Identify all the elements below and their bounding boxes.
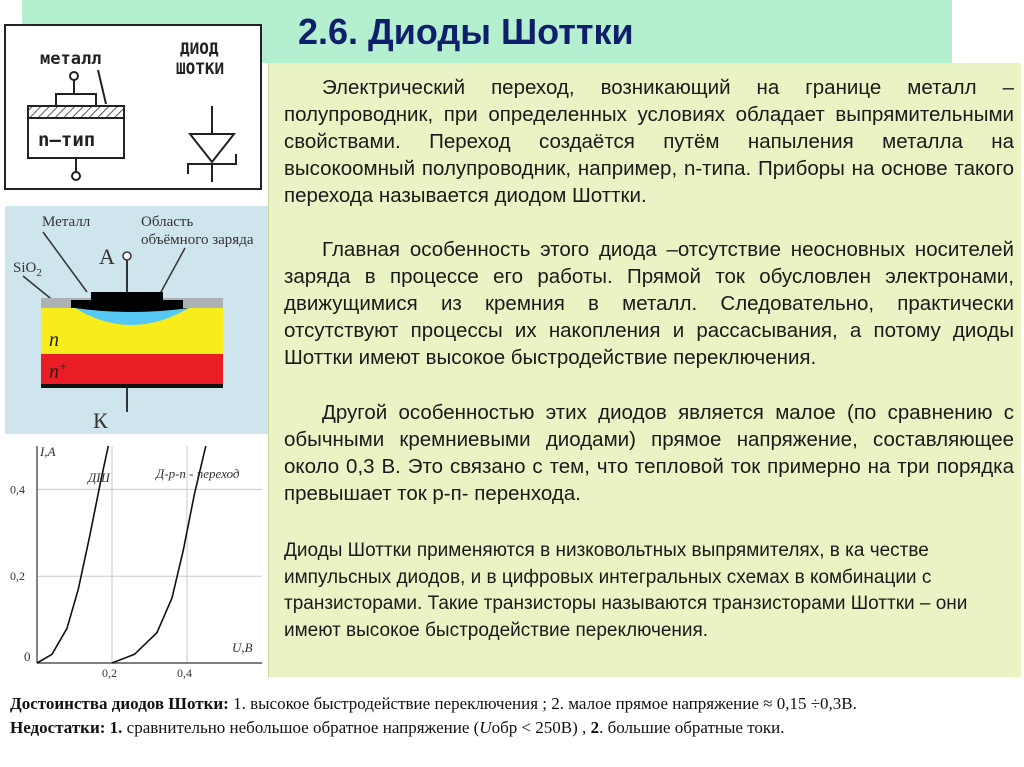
diode-label-1: ДИОД	[180, 39, 219, 58]
drawbacks-num: 2	[590, 718, 600, 737]
region-label-2: объёмного заряда	[141, 232, 254, 248]
sio2-label: SiO$_2$	[13, 260, 42, 279]
anode-terminal	[123, 252, 131, 260]
diode-cross-section-figure	[5, 206, 268, 434]
diode-label-2: ШОТКИ	[176, 59, 225, 78]
drawbacks-text-3: . большие обратные токи.	[599, 718, 785, 737]
page-title: 2.6. Диоды Шоттки	[298, 11, 634, 52]
drawbacks-text-1: сравнительно небольшое обратное напряжение (	[122, 718, 480, 737]
n-label: n	[49, 329, 59, 351]
iv-chart	[6, 438, 268, 683]
n-plus-layer	[41, 354, 223, 384]
paragraph-intro: Электрический переход, возникающий на границе металл – полупроводник, при определенных условиях обладает выпрямительными свойствами. Переход создаётся путём напыления металла на высокоомный полупроводник, например, n-типа. Приборы на основе такого перехода называется диодом Шоттки.	[284, 76, 1014, 207]
cathode-label: К	[93, 408, 108, 433]
y-axis-label: I,A	[40, 444, 56, 459]
series-label-pn: Д-p-n - переход	[156, 466, 240, 481]
drawbacks-line	[10, 718, 785, 738]
metal-label: металл	[40, 49, 102, 69]
n-plus-label: n+	[49, 359, 68, 383]
advantages-label: Достоинства диодов Шотки:	[10, 694, 229, 713]
paragraph-forward-voltage: Другой особенностью этих диодов является малое (по сравнению с обычными кремниевыми диодами) прямое напряжение, составляющее около 0,3 В. Это связано с тем, что тепловой ток примерно на три порядка превышает ток р-п- перенхода.	[284, 401, 1014, 505]
origin-label: 0	[24, 649, 31, 664]
paragraph-applications: Диоды Шоттки применяются в низковольтных выпрямителях, в ка честве импульсных диодов, и в цифровых интегральных схемах в комбинации с транзисторами. Такие транзисторы называются транзисторами Шоттки – они имеют высокое быстродействие переключения.	[284, 540, 968, 641]
n-type-label: n–тип	[38, 129, 96, 151]
anode-label: А	[99, 244, 115, 269]
advantages-line	[10, 694, 857, 714]
advantages-text: 1. высокое быстродействие переключения ; 2. малое прямое напряжение ≈ 0,15 ÷0,3В.	[228, 694, 857, 713]
bottom-contact	[41, 384, 223, 388]
drawbacks-u: U	[479, 718, 492, 737]
schottky-schematic-figure	[4, 24, 262, 190]
drawbacks-label: Недостатки: 1.	[10, 718, 123, 737]
y-tick-label: 0,4	[10, 482, 25, 497]
oxide-layer	[28, 106, 124, 118]
x-tick-label: 0,2	[102, 666, 117, 680]
series-label-schottky: ДШ	[88, 470, 110, 485]
x-tick-label: 0,4	[177, 666, 192, 680]
y-tick-label: 0,2	[10, 569, 25, 584]
paragraph-main-feature: Главная особенность этого диода –отсутствие неосновных носителей заряда в процессе его работы. Прямой ток обусловлен электронами, движущимися из кремния в металл. Следовательно, практически отсутствуют процессы их накопления и рассасывания, а потому диоды Шоттки имеют высокое быстродействие переключения.	[284, 238, 1014, 369]
drawbacks-text-2: обр < 250В) ,	[491, 718, 591, 737]
metal-label: Металл	[42, 214, 91, 230]
metal-contact	[56, 94, 96, 106]
x-axis-label: U,В	[232, 640, 253, 655]
region-label-1: Область	[141, 214, 194, 230]
